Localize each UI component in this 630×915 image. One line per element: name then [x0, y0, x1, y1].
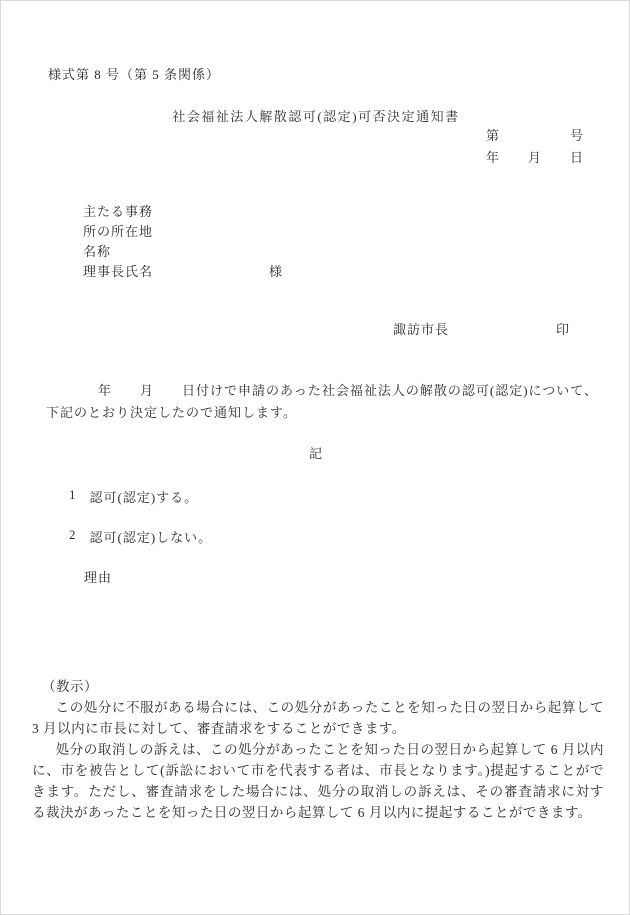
- document-number-line: [486, 125, 584, 144]
- decision-item-approve: [69, 487, 198, 506]
- doc-number-prefix: 第: [486, 128, 501, 143]
- recipient-president-row: [83, 262, 284, 282]
- reason-label: 理由: [84, 570, 113, 585]
- body-text-line2: 下記のとおり決定したので通知します。: [46, 405, 297, 420]
- instruction-heading: （教示）: [42, 679, 98, 694]
- form-number: 様式第 8 号（第 5 条関係）: [48, 67, 221, 82]
- decision-item-number: 2: [69, 527, 77, 542]
- doc-number-suffix: 号: [569, 128, 584, 143]
- decision-item-text: 認可(認定)する。: [89, 490, 199, 505]
- sender-name: 諏訪市長: [393, 322, 450, 337]
- instruction-paragraph-lawsuit: 処分の取消しの訴えは、この処分があったことを知った日の翌日から起算して 6 月以内に、市を被告として(訴訟において市を代表する者は、市長となります。)提起することができます。ただし、審査請求をした場合には、処分の取消しの訴えは、その審査請求に対する裁決があったことを知った日の翌日から起算して 6 月以内に提起することができます。: [32, 742, 604, 820]
- document-title: 社会福祉法人解散認可(認定)可否決定通知書: [172, 109, 460, 124]
- sender-line: [393, 319, 570, 338]
- sender-seal-mark: 印: [555, 322, 570, 337]
- recipient-honorific: 様: [269, 264, 284, 279]
- notice-heading: 記: [308, 446, 323, 461]
- decision-item-text: 認可(認定)しない。: [89, 530, 213, 545]
- recipient-block: [83, 202, 284, 282]
- decision-item-reject: [69, 527, 212, 546]
- instruction-paragraph-appeal: この処分に不服がある場合には、この処分があったことを知った日の翌日から起算して 3 月以内に市長に対して、審査請求をすることができます。: [32, 700, 604, 736]
- recipient-name-label: 名称: [83, 244, 112, 259]
- date-day-label: 日: [569, 150, 584, 165]
- instruction-section: [32, 676, 604, 823]
- decision-item-number: 1: [69, 487, 77, 502]
- recipient-address-line1: 主たる事務: [83, 204, 154, 219]
- date-month-label: 月: [527, 150, 542, 165]
- document-date-line: [486, 147, 584, 166]
- recipient-address-line2: 所の所在地: [83, 224, 154, 239]
- date-year-label: 年: [486, 150, 501, 165]
- body-text-line1: 年 月 日付けで申請のあった社会福祉法人の解散の認可(認定)について、: [98, 383, 599, 398]
- recipient-president-label: 理事長氏名: [83, 264, 154, 279]
